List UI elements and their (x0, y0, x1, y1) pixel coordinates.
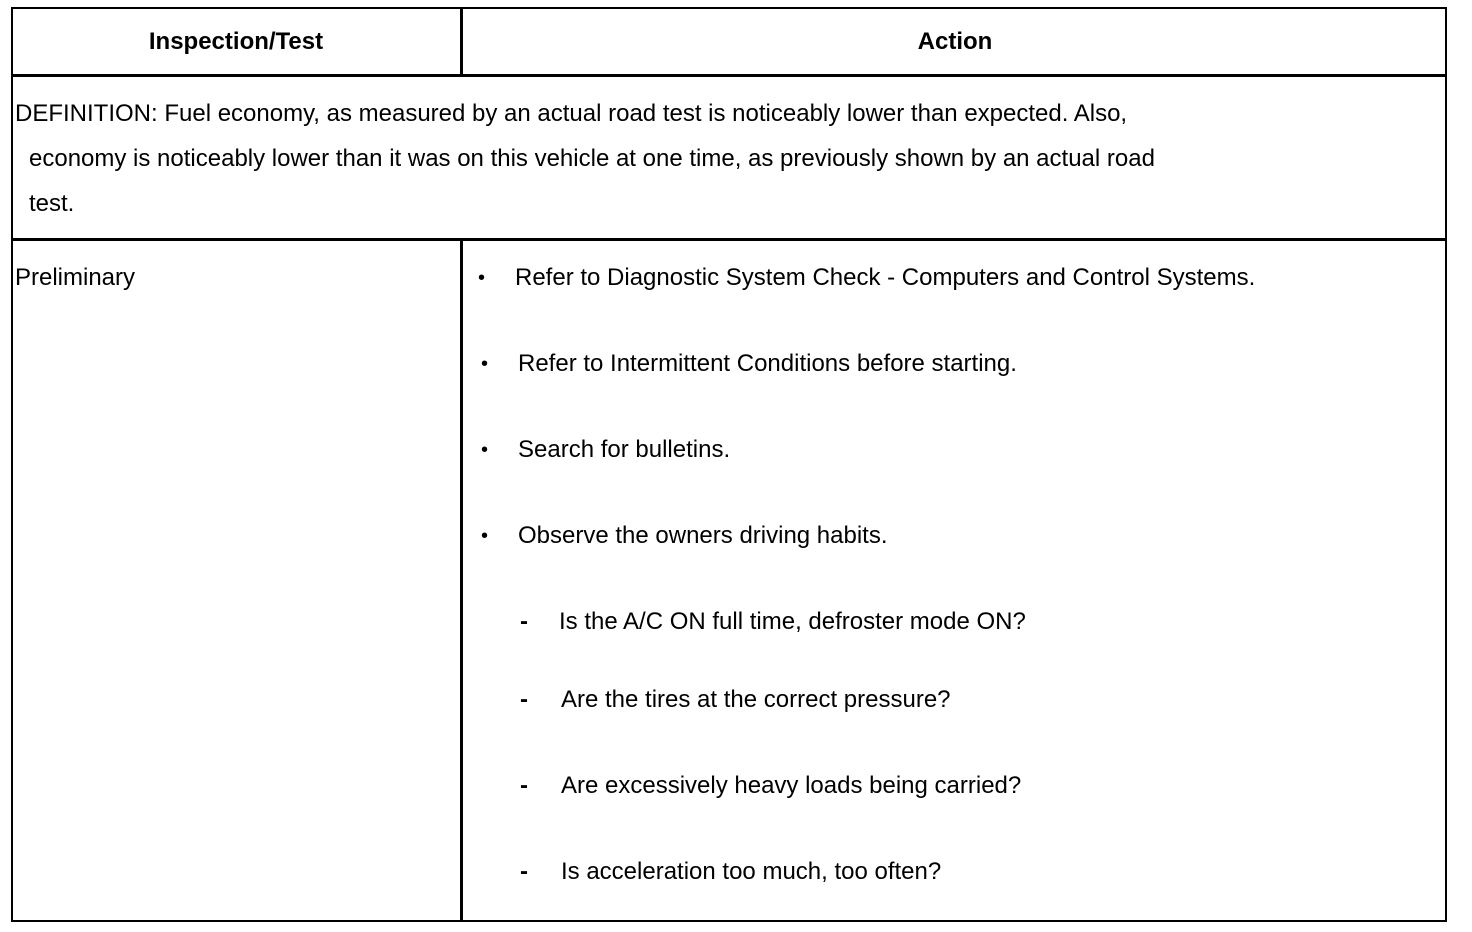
dash-marker: - (520, 858, 528, 885)
action-item: Refer to Intermittent Conditions before starting. (518, 350, 1017, 377)
step-label: Preliminary (15, 264, 136, 291)
header-inspection-test: Inspection/Test (148, 28, 324, 55)
bullet-marker: • (481, 353, 489, 375)
action-item: Search for bulletins. (518, 436, 731, 463)
action-item: Observe the owners driving habits. (518, 522, 888, 549)
bullet-marker: • (481, 439, 489, 461)
action-item: Refer to Diagnostic System Check - Computers and Control Systems. (515, 264, 1256, 291)
sub-action-item: Is acceleration too much, too often? (561, 858, 942, 885)
header-action: Action (917, 28, 993, 55)
dash-marker: - (520, 686, 528, 713)
definition-divider (11, 238, 1447, 241)
dash-marker: - (520, 608, 528, 635)
definition-line-3: test. (29, 190, 75, 217)
header-divider (11, 74, 1447, 77)
sub-action-item: Are the tires at the correct pressure? (561, 686, 951, 713)
sub-action-item: Are excessively heavy loads being carried? (561, 772, 1022, 799)
bullet-marker: • (478, 267, 486, 289)
definition-line-2: economy is noticeably lower than it was on this vehicle at one time, as previously shown by an actual road (29, 145, 1155, 172)
definition-line-1: DEFINITION: Fuel economy, as measured by an actual road test is noticeably lower than expected. Also, (15, 100, 1128, 127)
dash-marker: - (520, 772, 528, 799)
bullet-marker: • (481, 525, 489, 547)
sub-action-item: Is the A/C ON full time, defroster mode ON? (559, 608, 1026, 635)
column-divider-body (460, 238, 463, 922)
